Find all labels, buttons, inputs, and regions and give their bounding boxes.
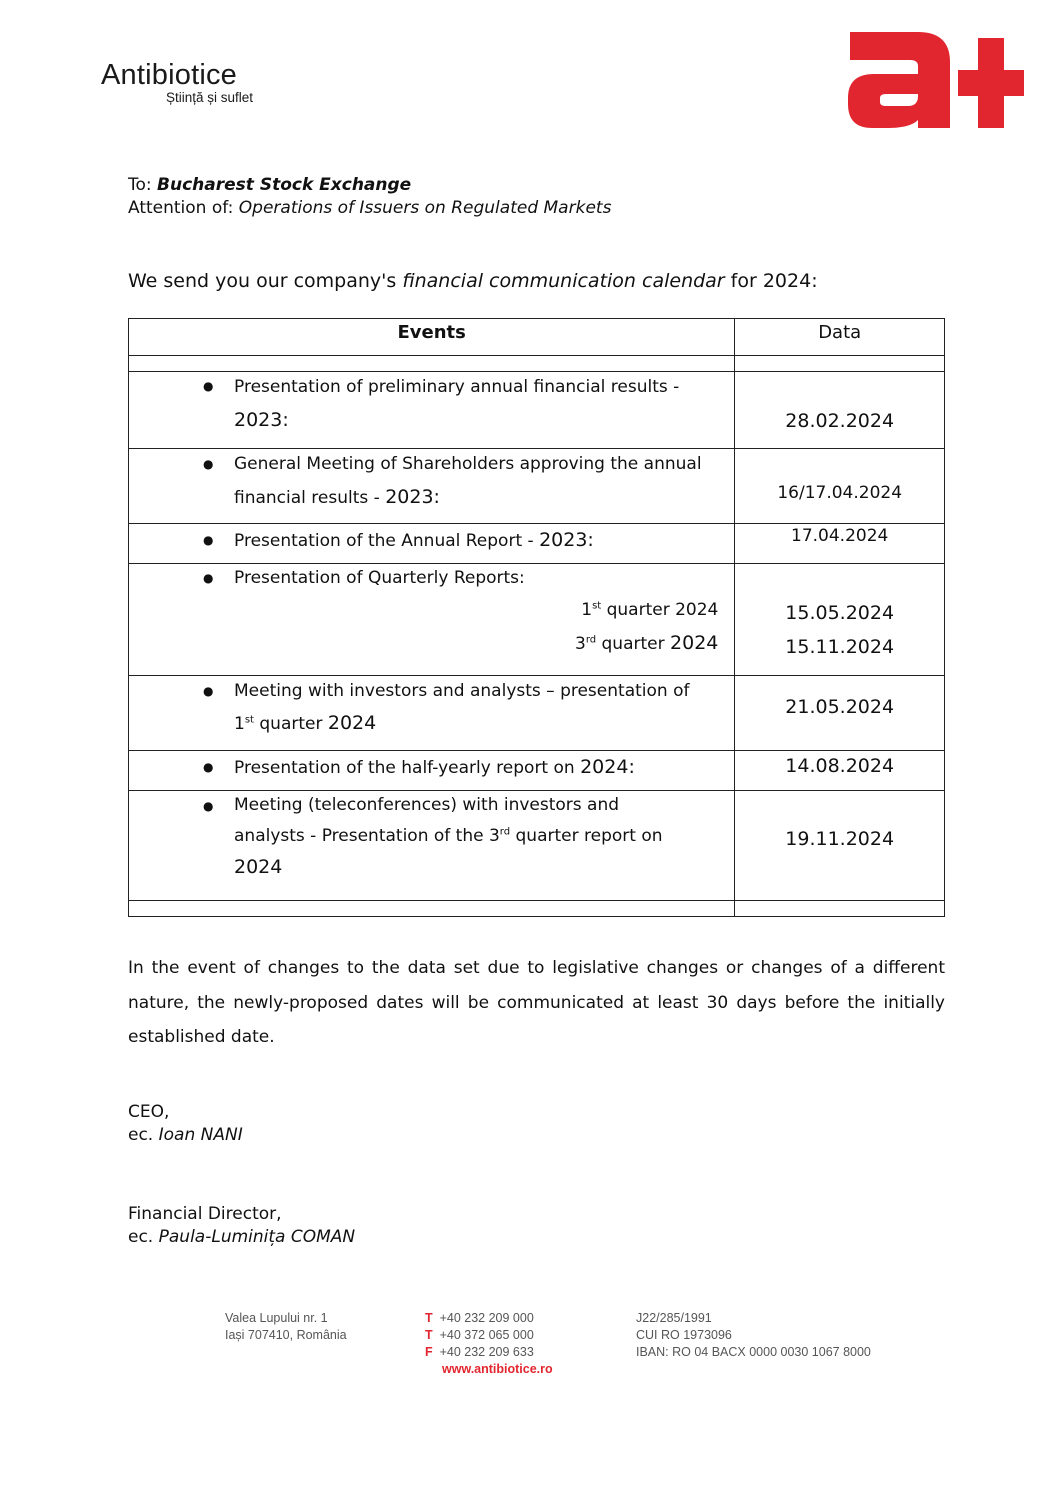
q1-line bbox=[234, 600, 726, 620]
event-text: Meeting (teleconferences) with investors and bbox=[234, 795, 620, 815]
quarter-text: quarter 2024 bbox=[606, 600, 719, 620]
table-row bbox=[129, 564, 945, 676]
date-cell bbox=[735, 449, 945, 524]
bullet-icon: ● bbox=[203, 760, 214, 774]
fax-label: F bbox=[425, 1345, 433, 1359]
table-header-row bbox=[129, 319, 945, 356]
ordinal-suffix: st bbox=[592, 600, 602, 612]
date-value: 28.02.2024 bbox=[785, 410, 895, 432]
intro-before: We send you our company's bbox=[128, 270, 397, 292]
quarter-year: 2024 bbox=[670, 632, 719, 654]
attention-label: Attention of: bbox=[128, 198, 234, 218]
date-value: 21.05.2024 bbox=[785, 696, 895, 718]
signature-role: Financial Director, bbox=[128, 1204, 282, 1224]
to-value: Bucharest Stock Exchange bbox=[157, 175, 412, 195]
footer-address bbox=[225, 1310, 347, 1344]
bullet-icon: ● bbox=[203, 533, 214, 547]
intro-emphasis: financial communication calendar bbox=[402, 270, 725, 292]
event-cell bbox=[129, 564, 735, 676]
date-cell bbox=[735, 751, 945, 791]
date-value: 14.08.2024 bbox=[785, 755, 895, 777]
header-date: Data bbox=[735, 319, 945, 356]
company-name: Antibiotice bbox=[101, 59, 237, 91]
company-tagline: Știință și suflet bbox=[166, 90, 254, 105]
header-events: Events bbox=[129, 319, 735, 356]
phone-label: T bbox=[425, 1311, 433, 1325]
event-cell bbox=[129, 524, 735, 564]
attention-line bbox=[128, 197, 611, 220]
event-cell bbox=[129, 791, 735, 901]
spacer-row bbox=[129, 901, 945, 917]
event-year: 2024: bbox=[580, 756, 635, 778]
bullet-icon: ● bbox=[203, 799, 214, 813]
event-cell bbox=[129, 449, 735, 524]
date-value: 17.04.2024 bbox=[791, 526, 889, 546]
event-text: financial results - bbox=[234, 488, 380, 508]
a-plus-logo-icon bbox=[846, 28, 1026, 132]
date-cell bbox=[735, 524, 945, 564]
signature-name: Paula-Luminița COMAN bbox=[158, 1227, 356, 1247]
intro-after: for 2024: bbox=[730, 270, 818, 292]
ordinal-suffix: rd bbox=[585, 634, 597, 646]
ordinal-number: 1 bbox=[234, 714, 245, 734]
ordinal-suffix: rd bbox=[499, 826, 511, 838]
table-row bbox=[129, 372, 945, 449]
date-cell bbox=[735, 372, 945, 449]
cui-number: CUI RO 1973096 bbox=[636, 1328, 732, 1342]
table-row bbox=[129, 449, 945, 524]
event-cell bbox=[129, 751, 735, 791]
date-cell bbox=[735, 676, 945, 751]
bullet-icon: ● bbox=[203, 684, 214, 698]
spacer-row bbox=[129, 356, 945, 372]
event-text: 2023: bbox=[234, 409, 289, 431]
signature-financial-director bbox=[128, 1203, 355, 1249]
signature-prefix: ec. bbox=[128, 1227, 154, 1247]
q3-line bbox=[234, 632, 726, 654]
changes-note: In the event of changes to the data set due to legislative changes or changes of a different nature, the newly-proposed dates will be communicated at least 30 days before the initially established date. bbox=[128, 958, 945, 1047]
company-logo-text bbox=[101, 60, 253, 106]
attention-value: Operations of Issuers on Regulated Markets bbox=[238, 198, 612, 218]
event-text: Presentation of preliminary annual financial results - bbox=[234, 377, 680, 397]
table-row bbox=[129, 791, 945, 901]
event-text: analysts - Presentation of the 3 bbox=[234, 826, 500, 846]
fax-number: +40 232 209 633 bbox=[439, 1345, 534, 1359]
quarter-text: quarter bbox=[259, 714, 323, 734]
quarter-text: quarter bbox=[601, 634, 665, 654]
event-text: Presentation of Quarterly Reports: bbox=[234, 568, 525, 588]
phone-label: T bbox=[425, 1328, 433, 1342]
calendar-table bbox=[128, 318, 945, 917]
signature-prefix: ec. bbox=[128, 1125, 154, 1145]
event-text: Presentation of the half-yearly report on bbox=[234, 758, 575, 778]
date-cell bbox=[735, 564, 945, 676]
to-label: To: bbox=[128, 175, 152, 195]
table-row bbox=[129, 751, 945, 791]
date-value: 16/17.04.2024 bbox=[777, 483, 903, 503]
ordinal-number: 3 bbox=[574, 634, 586, 654]
phone-number: +40 232 209 000 bbox=[439, 1311, 534, 1325]
address-line: Valea Lupului nr. 1 bbox=[225, 1311, 328, 1325]
signature-role: CEO, bbox=[128, 1102, 170, 1122]
to-line bbox=[128, 174, 611, 197]
date-value: 19.11.2024 bbox=[785, 828, 895, 850]
ordinal-number: 1 bbox=[581, 600, 593, 620]
intro-paragraph bbox=[128, 268, 818, 294]
event-year: 2024 bbox=[234, 856, 283, 878]
bullet-icon: ● bbox=[203, 379, 214, 393]
table-row bbox=[129, 676, 945, 751]
signature-ceo bbox=[128, 1101, 243, 1147]
iban-number: IBAN: RO 04 BACX 0000 0030 1067 8000 bbox=[636, 1345, 871, 1359]
event-text: Meeting with investors and analysts – presentation of bbox=[234, 681, 690, 701]
event-cell bbox=[129, 372, 735, 449]
website-link[interactable]: www.antibiotice.ro bbox=[442, 1362, 553, 1376]
event-text: quarter report on bbox=[515, 826, 663, 846]
footer-registration bbox=[636, 1310, 871, 1361]
event-year: 2023: bbox=[385, 486, 440, 508]
quarter-year: 2024 bbox=[327, 712, 377, 734]
event-cell bbox=[129, 676, 735, 751]
bullet-icon: ● bbox=[203, 457, 214, 471]
event-text: General Meeting of Shareholders approving the annual bbox=[234, 454, 702, 474]
address-block bbox=[128, 174, 611, 220]
date-cell bbox=[735, 791, 945, 901]
bullet-icon: ● bbox=[203, 571, 214, 585]
phone-number: +40 372 065 000 bbox=[439, 1328, 534, 1342]
date-value: 15.05.2024 bbox=[785, 602, 895, 624]
ordinal-suffix: st bbox=[244, 714, 254, 726]
table-row bbox=[129, 524, 945, 564]
date-value: 15.11.2024 bbox=[785, 636, 895, 658]
event-text: Presentation of the Annual Report - bbox=[234, 531, 534, 551]
address-line: Iași 707410, România bbox=[225, 1328, 347, 1342]
signature-name: Ioan NANI bbox=[158, 1125, 243, 1145]
footer-contacts bbox=[425, 1310, 553, 1378]
event-year: 2023: bbox=[539, 529, 594, 551]
registration-number: J22/285/1991 bbox=[636, 1311, 712, 1325]
